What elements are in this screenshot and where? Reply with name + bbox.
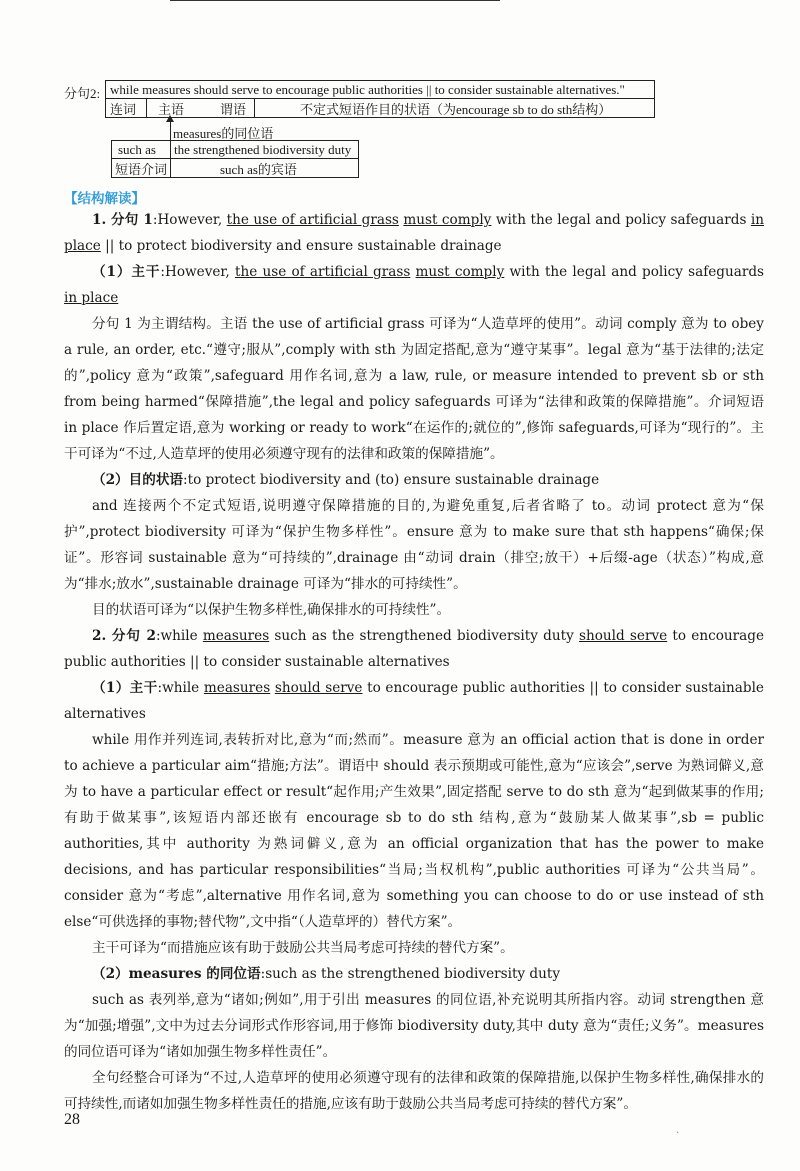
scan-mark: · (676, 1128, 680, 1139)
sentence-structure-diagram (64, 80, 704, 180)
role-adverbial: 不定式短语作目的状语（为encourage sb to do sth结构） (300, 102, 612, 117)
clause-label: 分句2: (64, 86, 101, 101)
paragraph (64, 961, 764, 987)
clause-box (105, 80, 655, 118)
clause-text: while measures should serve to encourage public authorities || to consider sustainable alternatives." (110, 82, 625, 97)
text: :However, (160, 264, 235, 280)
paragraph (64, 675, 764, 727)
underlined-subject: measures (202, 628, 270, 644)
underlined-phrase: in place (64, 290, 119, 306)
paragraph: and 连接两个不定式短语,说明遵守保障措施的目的,为避免重复,后者省略了 to。动词 protect 意为“保护”,protect biodiversity 可译为“保护生物多样性”。ensure 意为 to make sure that sth happens“确保;保证”。形容词 sustainable 意为“可持续的”,drainage 由“动词 drain（排空;放干）+后缀-age（状态）”构成,意为“排水;放水”,sustainable drainage 可译为“排水的可持续性”。 (64, 498, 764, 592)
appos-object-role: such as的宾语 (220, 162, 297, 177)
underlined-subject: the use of artificial grass (234, 264, 411, 280)
underlined-predicate: should serve (274, 680, 363, 696)
appositive-box (111, 140, 359, 178)
clause-heading: 2. 分句 2 (92, 628, 156, 644)
text: || to protect biodiversity and ensure sustainable drainage (100, 238, 502, 254)
text: :However, (152, 212, 227, 228)
underlined-subject: the use of artificial grass (226, 212, 399, 228)
sub-heading: （2）目的状语 (92, 472, 184, 488)
role-predicate: 谓语 (220, 102, 247, 117)
underlined-predicate: should serve (578, 628, 668, 644)
role-subject: 主语 (158, 102, 185, 117)
analysis-body (64, 207, 764, 1117)
sub-heading: （2）measures 的同位语 (92, 966, 261, 982)
sub-heading: （1）主干 (92, 680, 158, 696)
text: such as the strengthened biodiversity duty (269, 628, 579, 644)
paragraph: 分句 1 为主谓结构。主语 the use of artificial grass 可译为“人造草坪的使用”。动词 comply 意为 to obey a rule, an order, etc.“遵守;服从”,comply with sth 为固定搭配,意为“遵守某事”。legal 意为“基于法律的;法定的”,policy 意为“政策”,safeguard 用作名词,意为 a law, rule, or measure intended to prevent sb or sth from being harmed“保障措施”,the legal and policy safeguards 可译为“法律和政策的保障措施”。介词短语 in place 作后置定语,意为 working or ready to work“在运作的;就位的”,修饰 safeguards,可译为“现行的”。主干可译为“不过,人造草坪的使用必须遵守现有的法律和政策的保障措施”。 (64, 316, 764, 462)
divider (170, 141, 171, 177)
text: to encourage public authorities || to consider sustainable alternatives (64, 680, 764, 722)
text: with the legal and policy safeguards (491, 212, 751, 228)
top-rule (170, 0, 500, 1)
underlined-predicate: must comply (415, 264, 505, 280)
appositive-label: measures的同位语 (173, 126, 274, 141)
paragraph (64, 207, 764, 259)
paragraph: 全句经整合可译为“不过,人造草坪的使用必须遵守现有的法律和政策的保障措施,以保护生物多样性,确保排水的可持续性,而诸如加强生物多样性责任的措施,应该有助于鼓励公共当局考虑可持续的替代方案”。 (64, 1070, 764, 1112)
section-heading: 【结构解读】 (64, 191, 145, 207)
paragraph (64, 259, 764, 311)
paragraph (64, 467, 764, 493)
arrow-line (170, 118, 171, 140)
appos-prep: such as (118, 142, 156, 157)
paragraph: while 用作并列连词,表转折对比,意为“而;然而”。measure 意为 an official action that is done in order to achieve a particular aim“措施;方法”。谓语中 should 表示预期或可能性,意为“应该会”,serve 为熟词僻义,意为 to have a particular effect or result“起作用;产生效果”,固定搭配 serve to do sth 意为“起到做某事的作用;有助于做某事”,该短语内部还嵌有 encourage sb to do sth 结构,意为“鼓励某人做某事”,sb = public authorities,其中 authority 为熟词僻义,意为 an official organization that has the power to make decisions, and has particular responsibilities“当局;当权机构”,public authorities 可译为“公共当局”。consider 意为“考虑”,alternative 用作名词,意为 something you can choose to do or use instead of sth else“可供选择的事物;替代物”,文中指“（人造草坪的）替代方案”。 (64, 732, 764, 930)
paragraph: 目的状语可译为“以保护生物多样性,确保排水的可持续性”。 (92, 602, 451, 618)
divider (254, 98, 255, 117)
paragraph: 主干可译为“而措施应该有助于鼓励公共当局考虑可持续的替代方案”。 (92, 940, 514, 956)
text: :to protect biodiversity and (to) ensure sustainable drainage (183, 472, 600, 488)
underlined-subject: measures (203, 680, 271, 696)
appos-object: the strengthened biodiversity duty (174, 142, 352, 157)
page-number: 28 (64, 1111, 80, 1128)
text: to encourage public authorities || to consider sustainable alternatives (64, 628, 764, 670)
text: :such as the strengthened biodiversity duty (260, 966, 561, 982)
clause-heading: 1. 分句 1 (92, 212, 153, 228)
underlined-predicate: must comply (403, 212, 492, 228)
appos-prep-role: 短语介词 (115, 162, 168, 177)
divider (146, 98, 147, 117)
text: :while (157, 680, 204, 696)
paragraph: such as 表列举,意为“诸如;例如”,用于引出 measures 的同位语,补充说明其所指内容。动词 strengthen 意为“加强;增强”,文中为过去分词形式作形容词,用于修饰 biodiversity duty,其中 duty 意为“责任;义务”。measures 的同位语可译为“诸如加强生物多样性责任”。 (64, 992, 764, 1060)
role-conjunction: 连词 (110, 102, 137, 117)
text: with the legal and policy safeguards (504, 264, 765, 280)
sub-heading: （1）主干 (92, 264, 161, 280)
underlined-phrase: in place (64, 212, 765, 254)
text: :while (155, 628, 203, 644)
paragraph (64, 623, 764, 675)
